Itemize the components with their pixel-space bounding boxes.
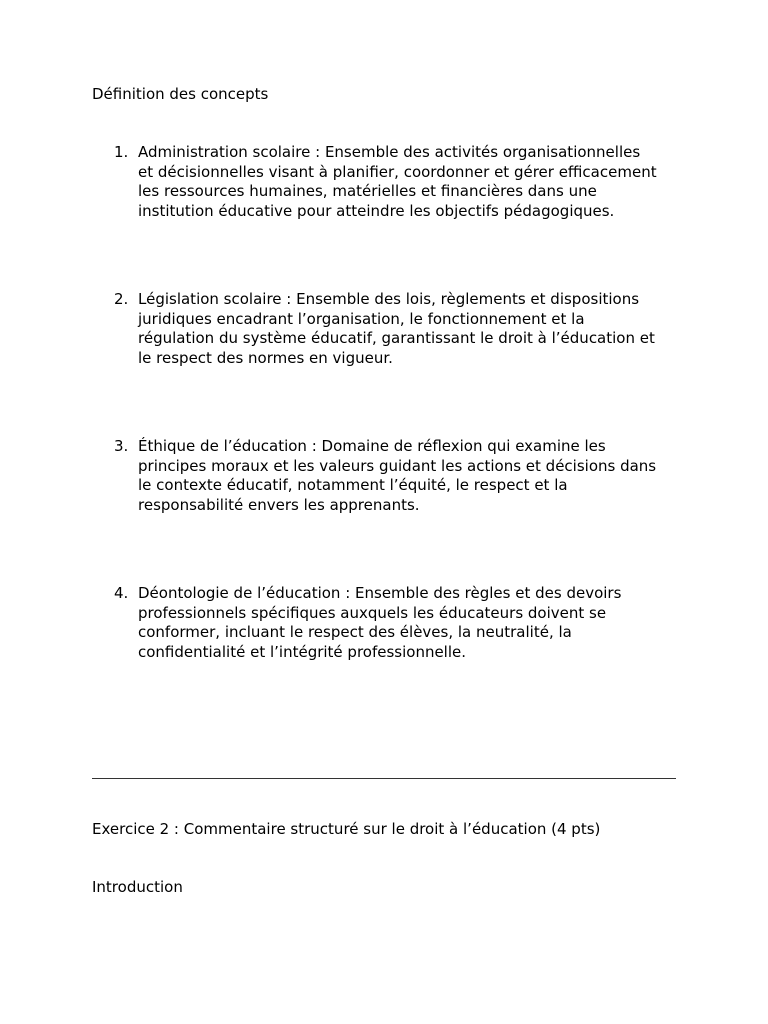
definition-number: 2. (114, 289, 129, 308)
definition-line: Déontologie de l’éducation : Ensemble des règles et des devoirs (138, 583, 622, 602)
definition-line: conformer, incluant le respect des élèves, la neutralité, la (138, 623, 572, 642)
definition-text (138, 437, 676, 515)
horizontal-divider (92, 778, 676, 779)
definition-item (92, 437, 676, 515)
definition-line: Législation scolaire : Ensemble des lois, règlements et dispositions (138, 289, 640, 308)
definition-item (92, 290, 676, 368)
definition-number: 1. (114, 143, 129, 161)
definition-line: les ressources humaines, matérielles et financières dans une (138, 182, 597, 201)
definition-line: principes moraux et les valeurs guidant les actions et décisions dans (138, 456, 657, 475)
definition-line: institution éducative pour atteindre les objectifs pédagogiques. (138, 201, 615, 220)
definition-line: professionnels spécifiques auxquels les éducateurs doivent se (138, 603, 607, 622)
definition-text (138, 143, 676, 221)
definition-line: Éthique de l’éducation : Domaine de réflexion qui examine les (138, 436, 606, 455)
definition-line: le respect des normes en vigueur. (138, 348, 393, 367)
definition-number: 4. (114, 583, 129, 602)
definition-text (138, 584, 676, 662)
definitions-list (92, 143, 676, 662)
definition-number: 3. (114, 436, 129, 455)
definition-line: confidentialité et l’intégrité professionnelle. (138, 642, 467, 661)
definition-line: responsabilité envers les apprenants. (138, 495, 420, 514)
definition-line: le contexte éducatif, notamment l’équité, le respect et la (138, 476, 568, 495)
definition-line: juridiques encadrant l’organisation, le fonctionnement et la (138, 309, 585, 328)
definition-line: et décisionnelles visant à planifier, coordonner et gérer efficacement (138, 162, 657, 181)
definition-item (92, 584, 676, 662)
definition-item (92, 143, 676, 221)
definition-text (138, 290, 676, 368)
section-heading: Définition des concepts (92, 85, 269, 103)
definition-line: régulation du système éducatif, garantissant le droit à l’éducation et (138, 329, 655, 348)
exercise-title: Exercice 2 : Commentaire structuré sur le droit à l’éducation (4 pts) (92, 820, 601, 838)
definition-line: Administration scolaire : Ensemble des activités organisationnelles (138, 143, 641, 161)
introduction-heading: Introduction (92, 878, 183, 896)
